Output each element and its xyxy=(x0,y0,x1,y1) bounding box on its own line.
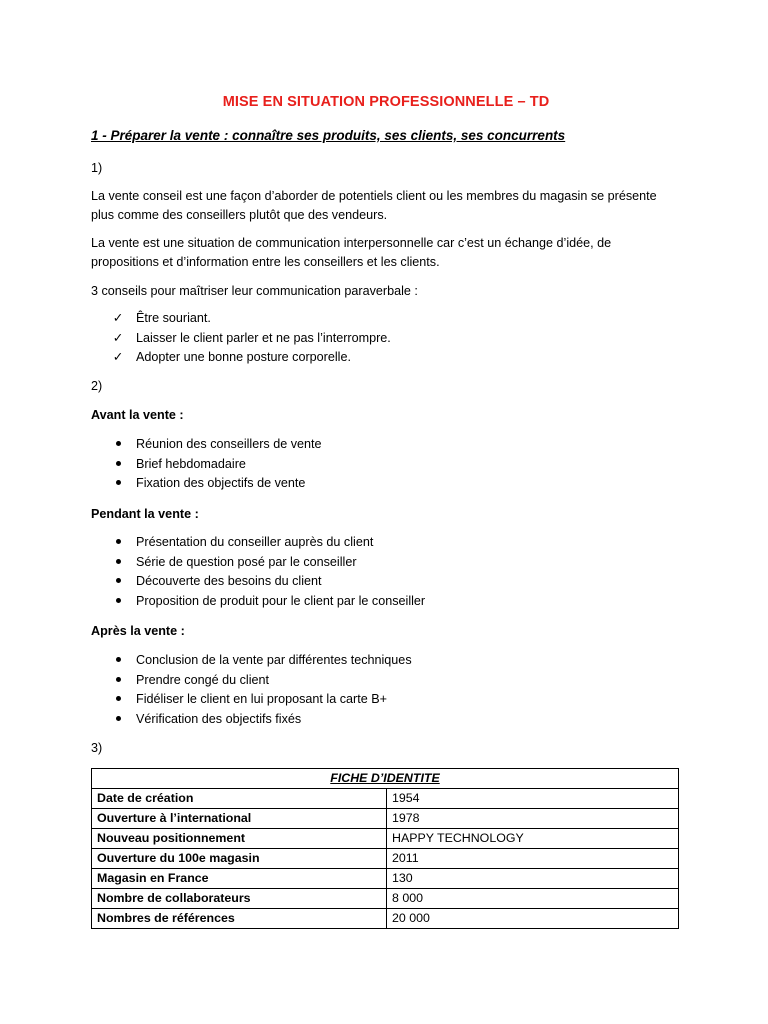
table-row xyxy=(92,869,679,889)
before-sale-list xyxy=(91,435,322,494)
list-item-text: Série de question posé par le conseiller xyxy=(136,554,357,569)
bullet-icon xyxy=(111,690,125,710)
list-item xyxy=(91,455,322,475)
table-cell-value: 1978 xyxy=(387,809,679,829)
bullet-icon xyxy=(111,553,125,573)
table-header-row xyxy=(92,769,679,789)
after-sale-heading: Après la vente : xyxy=(91,624,185,638)
bullet-icon xyxy=(111,435,125,455)
list-item xyxy=(91,348,391,368)
list-item xyxy=(91,329,391,349)
page-title: MISE EN SITUATION PROFESSIONNELLE – TD xyxy=(222,94,550,110)
table-cell-label: Ouverture du 100e magasin xyxy=(92,849,387,869)
table-row xyxy=(92,889,679,909)
question-1-label: 1) xyxy=(91,161,103,175)
table-row xyxy=(92,829,679,849)
bullet-icon xyxy=(111,671,125,691)
table-cell-label: Ouverture à l’international xyxy=(92,809,387,829)
bullet-icon xyxy=(111,592,125,612)
paragraph-1-line-2: plus comme des conseillers plutôt que des vendeurs. xyxy=(91,208,388,222)
list-item-text: Brief hebdomadaire xyxy=(136,456,246,471)
paragraph-3: 3 conseils pour maîtriser leur communication paraverbale : xyxy=(91,284,418,298)
question-3-label: 3) xyxy=(91,741,103,755)
table-cell-label: Nombre de collaborateurs xyxy=(92,889,387,909)
table-row xyxy=(92,849,679,869)
list-item xyxy=(91,651,412,671)
list-item-text: Adopter une bonne posture corporelle. xyxy=(136,350,351,364)
list-item xyxy=(91,435,322,455)
table-cell-label: Nouveau positionnement xyxy=(92,829,387,849)
question-2-label: 2) xyxy=(91,379,103,393)
table-cell-label: Magasin en France xyxy=(92,869,387,889)
table-cell-label: Nombres de références xyxy=(92,909,387,929)
table-cell-value: 20 000 xyxy=(387,909,679,929)
table-row xyxy=(92,789,679,809)
list-item xyxy=(91,309,391,329)
list-item-text: Proposition de produit pour le client par le conseiller xyxy=(136,593,426,608)
identity-table xyxy=(91,768,679,929)
list-item xyxy=(91,474,322,494)
during-sale-heading: Pendant la vente : xyxy=(91,507,199,521)
table-row xyxy=(92,909,679,929)
list-item-text: Découverte des besoins du client xyxy=(136,574,322,588)
bullet-icon xyxy=(111,533,125,553)
bullet-icon xyxy=(111,474,125,494)
list-item-text: Fixation des objectifs de vente xyxy=(136,476,306,490)
table-cell-value: HAPPY TECHNOLOGY xyxy=(387,829,679,849)
checkmark-icon: ✓ xyxy=(112,330,124,345)
list-item xyxy=(91,592,425,612)
table-row xyxy=(92,809,679,829)
paragraph-2-line-2: propositions et d’information entre les conseillers et les clients. xyxy=(91,255,440,269)
list-item-text: Réunion des conseillers de vente xyxy=(136,437,322,451)
bullet-icon xyxy=(111,455,125,475)
bullet-icon xyxy=(111,710,125,730)
after-sale-list xyxy=(91,651,412,729)
list-item xyxy=(91,690,412,710)
table-header: FICHE D’IDENTITE xyxy=(92,769,679,789)
bullet-icon xyxy=(111,651,125,671)
list-item xyxy=(91,553,425,573)
list-item-text: Être souriant. xyxy=(136,311,211,325)
check-list xyxy=(91,309,391,368)
during-sale-list xyxy=(91,533,425,611)
list-item-text: Conclusion de la vente par différentes techniques xyxy=(136,653,412,667)
table-cell-value: 130 xyxy=(387,869,679,889)
table-cell-value: 8 000 xyxy=(387,889,679,909)
before-sale-heading: Avant la vente : xyxy=(91,408,184,422)
list-item xyxy=(91,572,425,592)
list-item-text: Fidéliser le client en lui proposant la carte B+ xyxy=(136,692,387,706)
list-item-text: Présentation du conseiller auprès du client xyxy=(136,535,374,549)
section-heading: 1 - Préparer la vente : connaître ses produits, ses clients, ses concurrents xyxy=(91,128,566,143)
list-item xyxy=(91,533,425,553)
list-item-text: Vérification des objectifs fixés xyxy=(136,711,302,726)
table-cell-value: 2011 xyxy=(387,849,679,869)
table-cell-value: 1954 xyxy=(387,789,679,809)
list-item xyxy=(91,671,412,691)
list-item xyxy=(91,710,412,730)
checkmark-icon: ✓ xyxy=(112,350,124,364)
checkmark-icon: ✓ xyxy=(112,311,124,325)
table-cell-label: Date de création xyxy=(92,789,387,809)
list-item-text: Prendre congé du client xyxy=(136,672,270,687)
list-item-text: Laisser le client parler et ne pas l’interrompre. xyxy=(136,330,391,345)
paragraph-1-line-1: La vente conseil est une façon d’aborder de potentiels client ou les membres du magasin se présente xyxy=(91,189,657,203)
paragraph-2-line-1: La vente est une situation de communication interpersonnelle car c’est un échange d’idée, de xyxy=(91,236,612,250)
bullet-icon xyxy=(111,572,125,592)
